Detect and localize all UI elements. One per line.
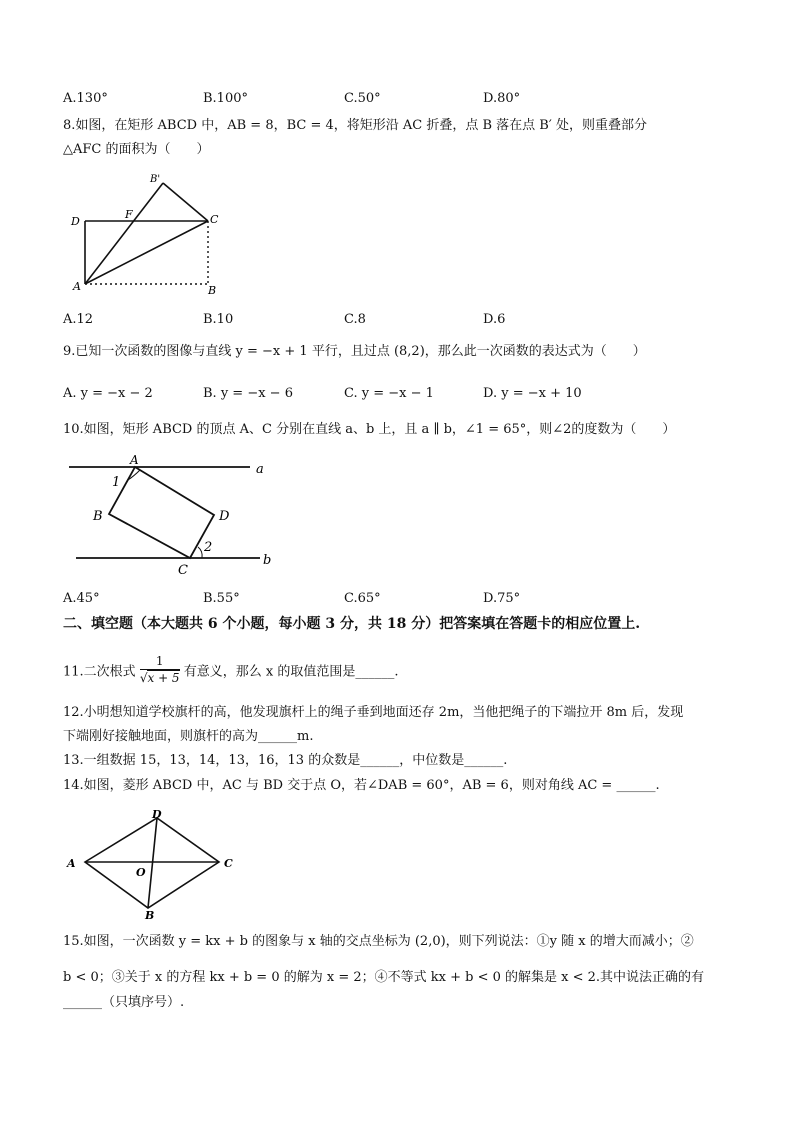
q14-label-d: D <box>152 808 162 821</box>
q11-radicand: x + 5 <box>147 671 180 685</box>
q7-option-a: A.130° <box>63 91 108 106</box>
q10-label-angle1: 1 <box>112 475 121 490</box>
q11-text <box>63 656 398 688</box>
q8-options <box>63 311 763 329</box>
q8-option-c: C.8 <box>344 312 366 327</box>
q14-figure <box>60 805 250 920</box>
q14-label-b: B <box>145 909 155 922</box>
q14-label-o: O <box>136 866 146 879</box>
q10-label-angle2: 2 <box>204 540 213 555</box>
q10-label-a: A <box>130 453 139 467</box>
q8-diagonal-ac <box>85 221 208 284</box>
q14-label-c: C <box>224 857 233 870</box>
q7-options <box>63 90 763 108</box>
q11-prefix: 11.二次根式 <box>63 664 136 680</box>
q10-text: 10.如图，矩形 ABCD 的顶点 A、C 分别在直线 a、b 上，且 a ∥ b，∠1 = 65°，则∠2的度数为（ ） <box>63 422 676 437</box>
q9-text: 9.已知一次函数的图像与直线 y = −x + 1 平行，且过点 (8,2)，那么此一次函数的表达式为（ ） <box>63 344 646 359</box>
q14-text: 14.如图，菱形 ABCD 中，AC 与 BD 交于点 O，若∠DAB = 60°，AB = 6，则对角线 AC = ______. <box>63 778 660 793</box>
q11-denominator: √x + 5 <box>139 671 180 685</box>
section-2-heading: 二、填空题（本大题共 6 个小题，每小题 3 分，共 18 分）把答案填在答题卡的相应位置上. <box>63 616 641 632</box>
q8-label-f: F <box>125 208 133 221</box>
q15-text-line3: ______（只填序号）. <box>63 995 185 1010</box>
q10-label-d: D <box>219 509 230 524</box>
q9-option-c: C. y = −x − 1 <box>344 386 434 401</box>
q8-figure <box>60 170 230 300</box>
q9-option-d: D. y = −x + 10 <box>483 386 582 401</box>
q8-text-line1: 8.如图，在矩形 ABCD 中，AB = 8，BC = 4，将矩形沿 AC 折叠，点 B 落在点 B′ 处，则重叠部分 <box>63 118 647 133</box>
q15-text-line1: 15.如图，一次函数 y = kx + b 的图象与 x 轴的交点坐标为 (2,0)，则下列说法：①y 随 x 的增大而减小；② <box>63 934 694 949</box>
q8-label-d: D <box>71 215 80 228</box>
q7-option-b: B.100° <box>203 91 248 106</box>
q13-text: 13.一组数据 15，13，14，13，16，13 的众数是______，中位数是______. <box>63 753 508 768</box>
q8-label-b: B <box>208 284 217 297</box>
q10-angle2-arc <box>198 547 202 558</box>
q10-options <box>63 590 763 608</box>
q12-text-line2: 下端刚好接触地面，则旗杆的高为______m. <box>63 729 314 744</box>
q8-label-a: A <box>73 280 81 293</box>
q11-suffix: 有意义，那么 x 的取值范围是______. <box>183 664 399 680</box>
q10-label-c: C <box>178 563 188 578</box>
q8-segment-ab-prime <box>85 183 163 284</box>
q8-text-line2: △AFC 的面积为（ ） <box>63 142 210 157</box>
q11-fraction <box>140 654 180 686</box>
q8-option-a: A.12 <box>63 312 94 327</box>
q14-label-a: A <box>67 857 76 870</box>
q15-text-line2: b < 0；③关于 x 的方程 kx + b = 0 的解为 x = 2；④不等式 kx + b < 0 的解集是 x < 2.其中说法正确的有 <box>63 970 705 985</box>
q10-option-a: A.45° <box>63 591 100 606</box>
q10-label-line-a: a <box>256 462 264 477</box>
q12-text-line1: 12.小明想知道学校旗杆的高，他发现旗杆上的绳子垂到地面还存 2m，当他把绳子的下端拉开 8m 后，发现 <box>63 705 684 720</box>
q9-options <box>63 385 763 403</box>
q9-option-b: B. y = −x − 6 <box>203 386 293 401</box>
q11-numerator: 1 <box>140 654 180 670</box>
q7-option-c: C.50° <box>344 91 381 106</box>
q10-option-c: C.65° <box>344 591 381 606</box>
q8-label-c: C <box>210 213 219 226</box>
q8-option-d: D.6 <box>483 312 506 327</box>
q8-option-b: B.10 <box>203 312 234 327</box>
q10-rectangle <box>109 467 214 558</box>
q8-segment-b-prime-c <box>163 183 208 221</box>
q10-option-d: D.75° <box>483 591 521 606</box>
q14-diagonal-bd <box>148 818 157 908</box>
q10-label-line-b: b <box>263 553 272 568</box>
q10-option-b: B.55° <box>203 591 240 606</box>
q9-option-a: A. y = −x − 2 <box>63 386 153 401</box>
q8-label-b-prime: B' <box>150 174 161 185</box>
q10-figure <box>60 450 290 580</box>
q7-option-d: D.80° <box>483 91 521 106</box>
q10-label-b: B <box>93 509 103 524</box>
